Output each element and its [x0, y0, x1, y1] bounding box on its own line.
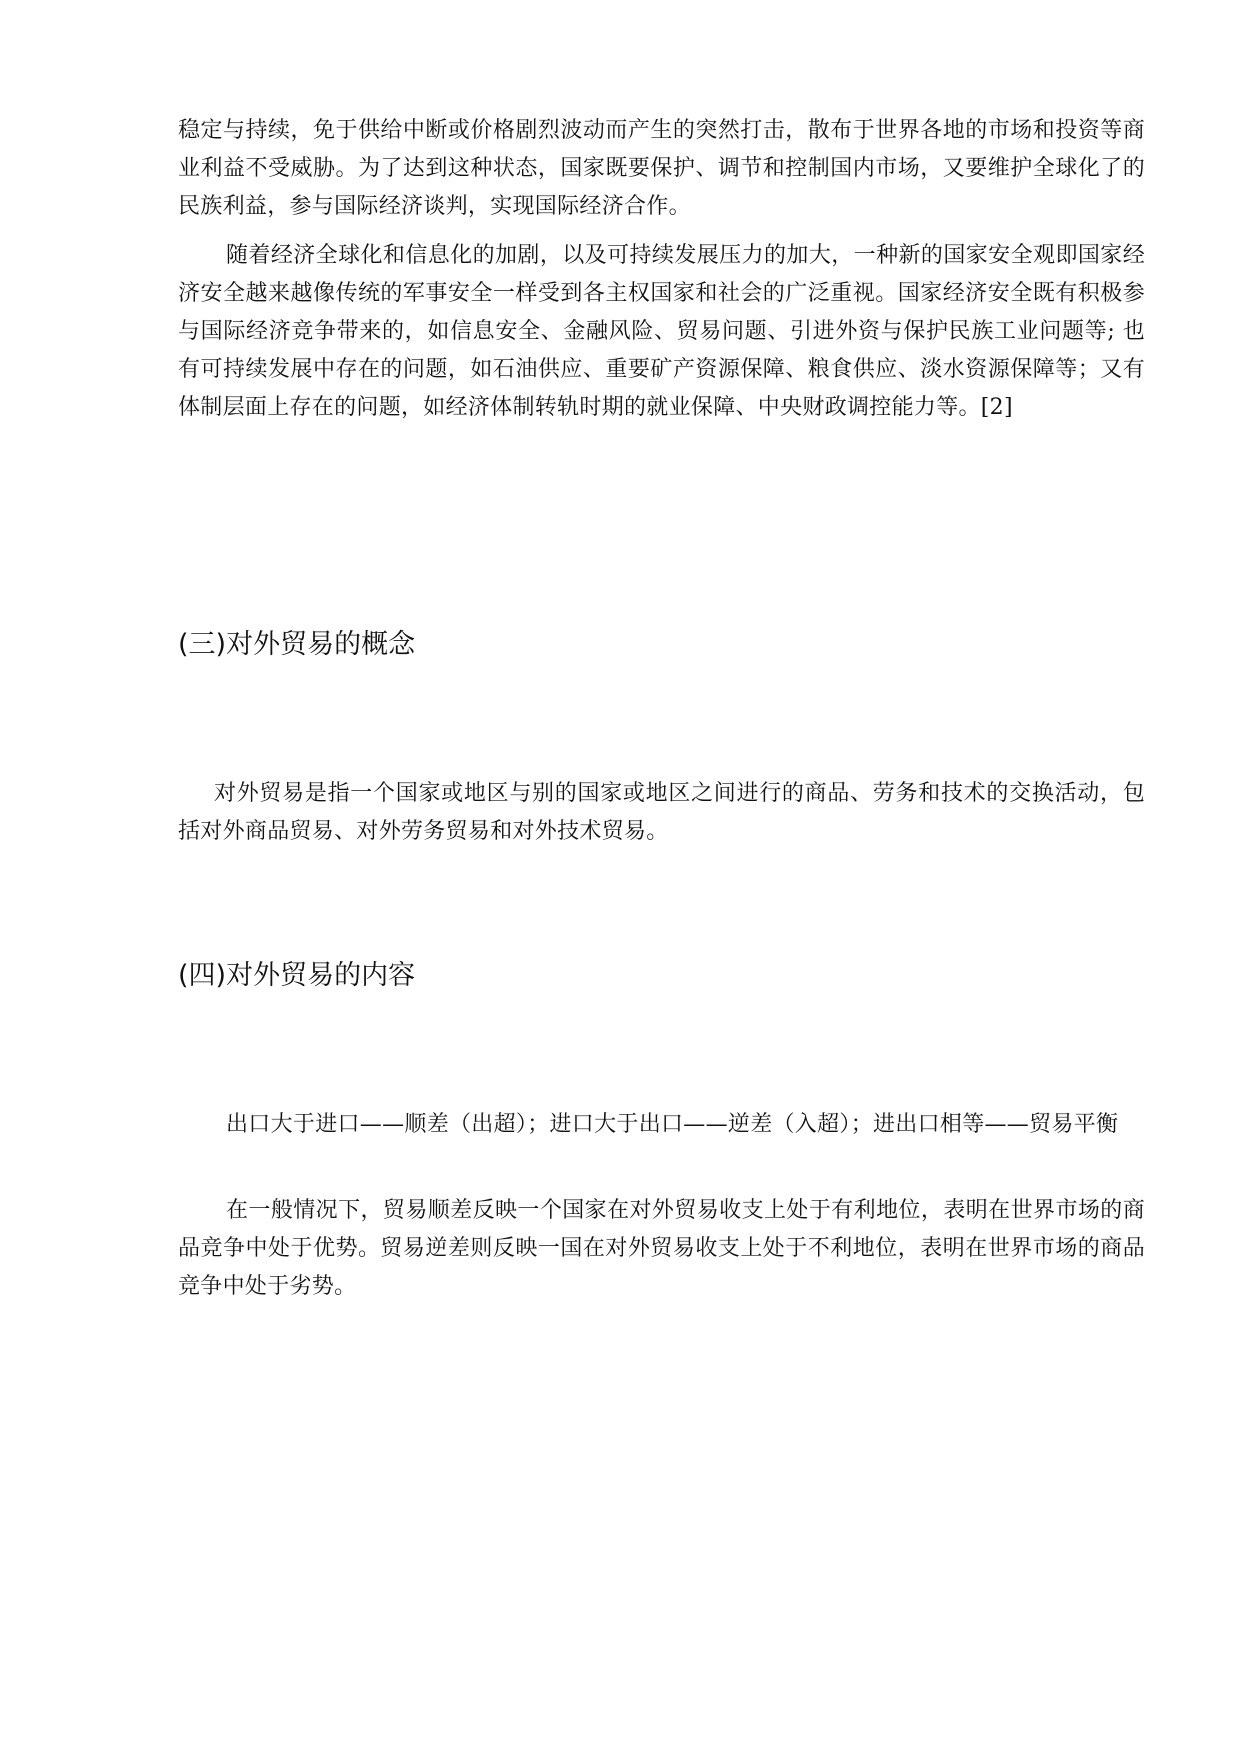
paragraph-trade-balance-terms: 出口大于进口——顺差（出超）；进口大于出口——逆差（入超）；进出口相等——贸易平衡: [226, 1112, 1119, 1137]
section-heading-trade-content: (四)对外贸易的内容: [178, 960, 416, 991]
paragraph-trade-definition: 对外贸易是指一个国家或地区与别的国家或地区之间进行的商品、劳务和技术的交换活动，包括对外商品贸易、对外劳务贸易和对外技术贸易。: [178, 781, 1145, 844]
section-heading-trade-concept: (三)对外贸易的概念: [178, 629, 416, 660]
paragraph-national-economic-security: 随着经济全球化和信息化的加剧，以及可持续发展压力的加大，一种新的国家安全观即国家经济安全越来越像传统的军事安全一样受到各主权国家和社会的广泛重视。国家经济安全既有积极参与国际经济竞争带来的，如信息安全、金融风险、贸易问题、引进外资与保护民族工业问题等; 也有可持续发展中存在的问题，如石油供应、重要矿产资源保障、粮食供应、淡水资源保障等；又有体制层面上存在的问题，如经济体制转轨时期的就业保障、中央财政调控能力等。[2]: [178, 243, 1145, 420]
paragraph-trade-balance-meaning: 在一般情况下，贸易顺差反映一个国家在对外贸易收支上处于有利地位，表明在世界市场的商品竞争中处于优势。贸易逆差则反映一国在对外贸易收支上处于不利地位，表明在世界市场的商品竞争中处于劣势。: [178, 1198, 1145, 1299]
paragraph-economic-security-state: 稳定与持续，免于供给中断或价格剧烈波动而产生的突然打击，散布于世界各地的市场和投资等商业利益不受威胁。为了达到这种状态，国家既要保护、调节和控制国内市场，又要维护全球化了的民族利益，参与国际经济谈判，实现国际经济合作。: [178, 118, 1145, 219]
